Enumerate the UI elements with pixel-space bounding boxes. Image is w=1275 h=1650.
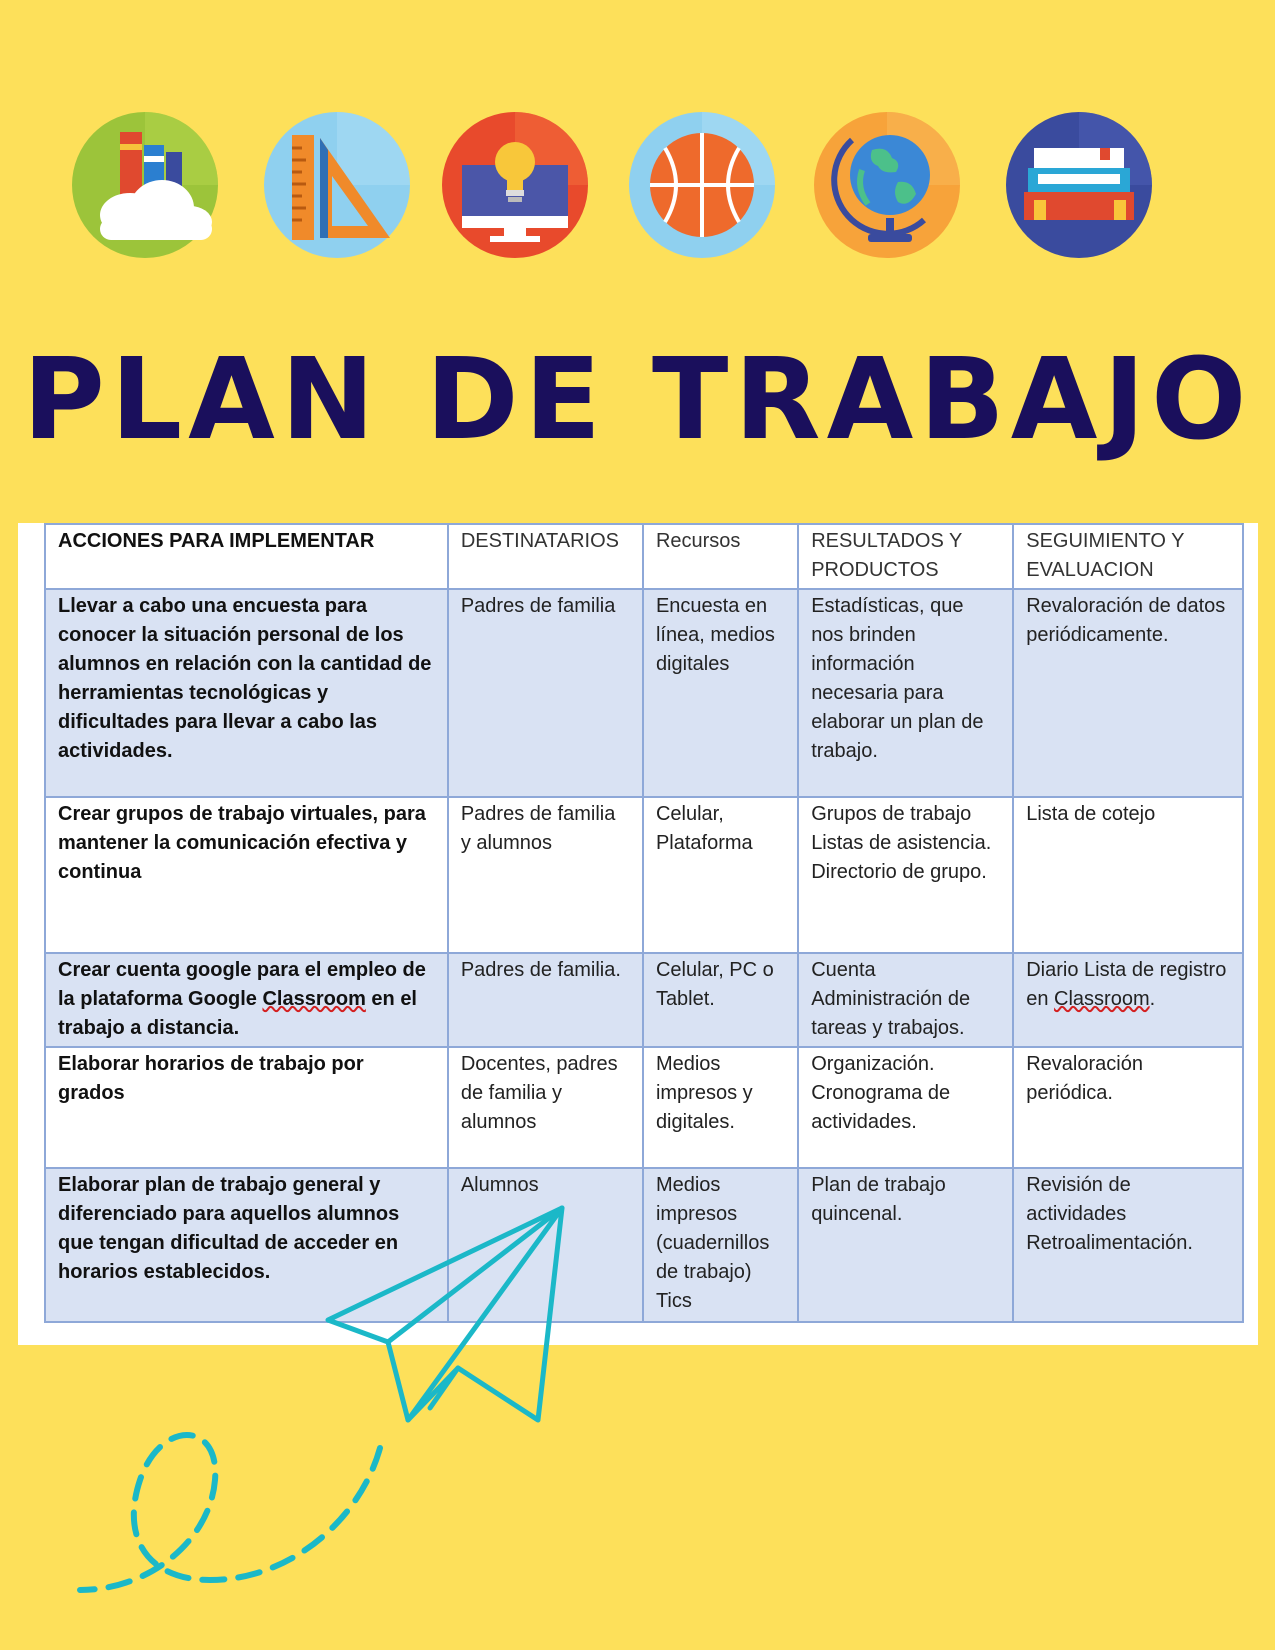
cell-seguimiento: Revisión de actividades Retroalimentación.	[1013, 1168, 1243, 1322]
header-destinatarios: DESTINATARIOS	[448, 524, 643, 589]
dashed-loop-trail	[80, 1435, 380, 1590]
cell-destinatarios: Padres de familia.	[448, 953, 643, 1048]
cell-destinatarios: Docentes, padres de familia y alumnos	[448, 1047, 643, 1167]
table-row	[45, 1168, 1243, 1322]
cell-resultados: Cuenta Administración de tareas y trabajos.	[798, 953, 1013, 1048]
cell-recursos: Medios impresos y digitales.	[643, 1047, 798, 1167]
books-cloud-icon	[70, 110, 220, 260]
cell-destinatarios: Alumnos	[448, 1168, 643, 1322]
table-row	[45, 589, 1243, 797]
cell-resultados: Grupos de trabajo Listas de asistencia. Directorio de grupo.	[798, 797, 1013, 952]
stacked-books-icon	[1004, 110, 1154, 260]
cell-seguimiento: Lista de cotejo	[1013, 797, 1243, 952]
table-row	[45, 953, 1243, 1048]
cell-destinatarios: Padres de familia	[448, 589, 643, 797]
icon-row	[0, 0, 1275, 300]
table-row	[45, 1047, 1243, 1167]
page-title: PLAN DE TRABAJO	[22, 335, 1253, 465]
cell-resultados: Organización. Cronograma de actividades.	[798, 1047, 1013, 1167]
cell-recursos: Celular, Plataforma	[643, 797, 798, 952]
cell-destinatarios: Padres de familia y alumnos	[448, 797, 643, 952]
header-acciones: ACCIONES PARA IMPLEMENTAR	[45, 524, 448, 589]
monitor-lightbulb-icon	[440, 110, 590, 260]
cell-resultados: Plan de trabajo quincenal.	[798, 1168, 1013, 1322]
table-header-row	[45, 524, 1243, 589]
cell-accion: Crear grupos de trabajo virtuales, para mantener la comunicación efectiva y continua	[45, 797, 448, 952]
cell-recursos: Medios impresos (cuadernillos de trabajo) Tics	[643, 1168, 798, 1322]
cell-seguimiento: Diario Lista de registro en Classroom.	[1013, 953, 1243, 1048]
cell-accion: Llevar a cabo una encuesta para conocer la situación personal de los alumnos en relación con la cantidad de herramientas tecnológicas y dificultades para llevar a cabo las actividades.	[45, 589, 448, 797]
cell-accion: Crear cuenta google para el empleo de la plataforma Google Classroom en el trabajo a distancia.	[45, 953, 448, 1048]
cell-accion: Elaborar plan de trabajo general y diferenciado para aquellos alumnos que tengan dificultad de acceder en horarios establecidos.	[45, 1168, 448, 1322]
cell-seguimiento: Revaloración de datos periódicamente.	[1013, 589, 1243, 797]
header-seguimiento: SEGUIMIENTO Y EVALUACION	[1013, 524, 1243, 589]
cell-recursos: Celular, PC o Tablet.	[643, 953, 798, 1048]
table-row	[45, 797, 1243, 952]
header-recursos: Recursos	[643, 524, 798, 589]
table-sheet	[18, 523, 1258, 1345]
cell-resultados: Estadísticas, que nos brinden información necesaria para elaborar un plan de trabajo.	[798, 589, 1013, 797]
globe-icon	[812, 110, 962, 260]
ruler-set-square-icon	[262, 110, 412, 260]
header-resultados: RESULTADOS Y PRODUCTOS	[798, 524, 1013, 589]
cell-recursos: Encuesta en línea, medios digitales	[643, 589, 798, 797]
basketball-icon	[627, 110, 777, 260]
work-plan-table	[44, 523, 1244, 1323]
cell-accion: Elaborar horarios de trabajo por grados	[45, 1047, 448, 1167]
cell-seguimiento: Revaloración periódica.	[1013, 1047, 1243, 1167]
